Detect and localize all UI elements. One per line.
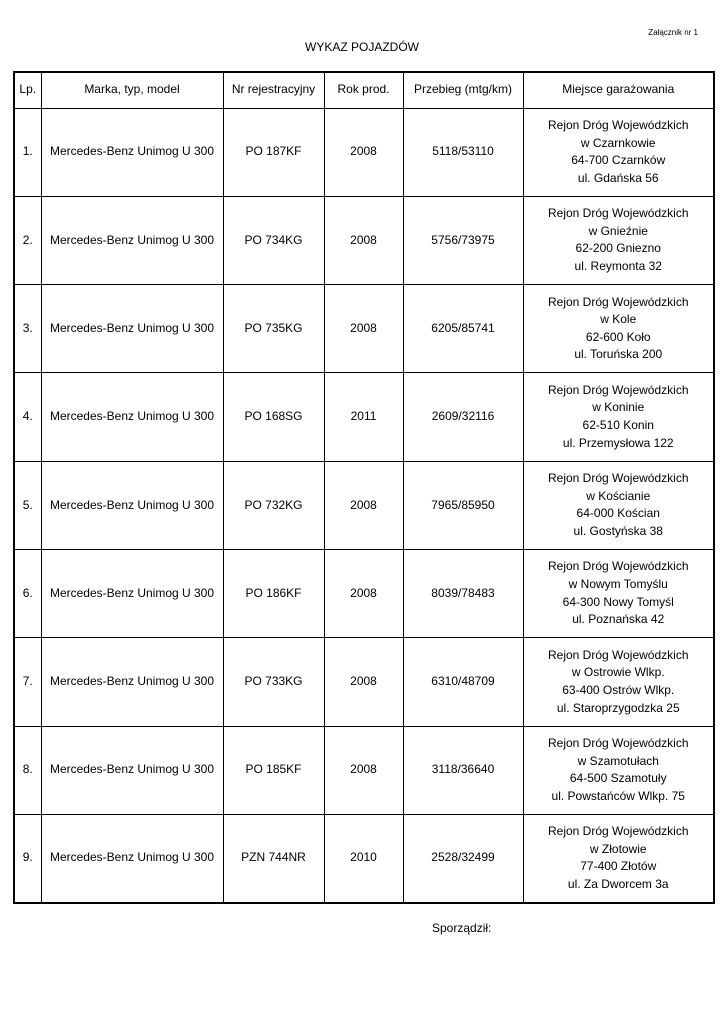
cell-lp: 6. [14, 549, 41, 637]
location-line: 62-600 Koło [585, 329, 651, 344]
cell-model: Mercedes-Benz Unimog U 300 [41, 373, 223, 461]
location-line: ul. Gdańska 56 [577, 170, 659, 185]
table-row [14, 814, 714, 902]
location-line: Rejon Dróg Wojewódzkich [547, 824, 689, 839]
cell-mileage: 3118/36640 [403, 726, 523, 814]
location-line: Rejon Dróg Wojewódzkich [547, 471, 689, 486]
cell-year: 2008 [324, 196, 403, 284]
location-line: 63-400 Ostrów Wlkp. [562, 682, 675, 697]
cell-registration: PO 168SG [223, 373, 324, 461]
location-line: ul. Poznańska 42 [572, 612, 665, 627]
location-line: 64-700 Czarnków [571, 153, 666, 168]
cell-location [523, 196, 714, 284]
cell-mileage: 5756/73975 [403, 196, 523, 284]
cell-registration: PO 735KG [223, 285, 324, 373]
table-row [14, 285, 714, 373]
location-line: ul. Przemysłowa 122 [562, 435, 674, 450]
cell-lp: 8. [14, 726, 41, 814]
cell-year: 2010 [324, 814, 403, 902]
cell-model: Mercedes-Benz Unimog U 300 [41, 285, 223, 373]
cell-location [523, 285, 714, 373]
location-line: w Czarnkowie [580, 135, 656, 150]
header-year: Rok prod. [324, 72, 403, 108]
location-line: Rejon Dróg Wojewódzkich [547, 382, 689, 397]
cell-year: 2011 [324, 373, 403, 461]
location-line: w Złotowie [589, 841, 647, 856]
cell-mileage: 6310/48709 [403, 638, 523, 726]
cell-model: Mercedes-Benz Unimog U 300 [41, 638, 223, 726]
cell-location [523, 461, 714, 549]
header-lp: Lp. [14, 72, 41, 108]
prepared-by-label: Sporządził: [432, 921, 492, 935]
cell-model: Mercedes-Benz Unimog U 300 [41, 196, 223, 284]
cell-lp: 2. [14, 196, 41, 284]
location-line: ul. Za Dworcem 3a [567, 876, 669, 891]
location-line: ul. Toruńska 200 [574, 347, 663, 362]
cell-year: 2008 [324, 726, 403, 814]
location-line: 62-510 Konin [582, 418, 654, 433]
table-row [14, 196, 714, 284]
location-line: 64-000 Kościan [576, 506, 660, 521]
cell-lp: 5. [14, 461, 41, 549]
table-row [14, 638, 714, 726]
cell-location [523, 814, 714, 902]
cell-mileage: 6205/85741 [403, 285, 523, 373]
location-line: ul. Gostyńska 38 [573, 523, 663, 538]
location-line: 62-200 Gniezno [575, 241, 661, 256]
cell-registration: PO 185KF [223, 726, 324, 814]
location-line: Rejon Dróg Wojewódzkich [547, 294, 689, 309]
location-line: 64-300 Nowy Tomyśl [562, 594, 674, 609]
location-line: 77-400 Złotów [580, 859, 657, 874]
location-line: w Kościanie [586, 488, 651, 503]
cell-registration: PZN 744NR [223, 814, 324, 902]
table-row [14, 549, 714, 637]
cell-registration: PO 187KF [223, 108, 324, 196]
cell-registration: PO 186KF [223, 549, 324, 637]
cell-year: 2008 [324, 461, 403, 549]
cell-mileage: 2609/32116 [403, 373, 523, 461]
document-title: WYKAZ POJAZDÓW [305, 40, 419, 54]
cell-lp: 1. [14, 108, 41, 196]
header-registration: Nr rejestracyjny [223, 72, 324, 108]
table-header-row [14, 72, 714, 108]
cell-year: 2008 [324, 549, 403, 637]
cell-model: Mercedes-Benz Unimog U 300 [41, 108, 223, 196]
location-line: w Kole [600, 312, 637, 327]
cell-model: Mercedes-Benz Unimog U 300 [41, 726, 223, 814]
cell-lp: 4. [14, 373, 41, 461]
table-row [14, 373, 714, 461]
location-line: w Szamotułach [577, 753, 659, 768]
cell-year: 2008 [324, 108, 403, 196]
cell-mileage: 5118/53110 [403, 108, 523, 196]
location-line: Rejon Dróg Wojewódzkich [547, 559, 689, 574]
cell-mileage: 8039/78483 [403, 549, 523, 637]
vehicle-table [13, 71, 715, 904]
cell-lp: 9. [14, 814, 41, 902]
cell-mileage: 2528/32499 [403, 814, 523, 902]
cell-year: 2008 [324, 638, 403, 726]
location-line: w Nowym Tomyślu [568, 577, 668, 592]
cell-lp: 3. [14, 285, 41, 373]
cell-location [523, 108, 714, 196]
cell-mileage: 7965/85950 [403, 461, 523, 549]
header-location: Miejsce garażowania [523, 72, 714, 108]
cell-model: Mercedes-Benz Unimog U 300 [41, 461, 223, 549]
cell-location [523, 373, 714, 461]
cell-location [523, 726, 714, 814]
location-line: Rejon Dróg Wojewódzkich [547, 736, 689, 751]
location-line: w Koninie [592, 400, 645, 415]
location-line: Rejon Dróg Wojewódzkich [547, 647, 689, 662]
cell-location [523, 549, 714, 637]
cell-year: 2008 [324, 285, 403, 373]
cell-location [523, 638, 714, 726]
location-line: Rejon Dróg Wojewódzkich [547, 206, 689, 221]
cell-model: Mercedes-Benz Unimog U 300 [41, 549, 223, 637]
header-mileage: Przebieg (mtg/km) [403, 72, 523, 108]
location-line: ul. Reymonta 32 [574, 259, 662, 274]
table-row [14, 726, 714, 814]
cell-registration: PO 734KG [223, 196, 324, 284]
location-line: ul. Staroprzygodzka 25 [556, 700, 680, 715]
cell-registration: PO 732KG [223, 461, 324, 549]
annex-label: Załącznik nr 1 [648, 28, 698, 37]
location-line: Rejon Dróg Wojewódzkich [547, 117, 689, 132]
table-row [14, 108, 714, 196]
header-model: Marka, typ, model [41, 72, 223, 108]
location-line: ul. Powstańców Wlkp. 75 [551, 788, 685, 803]
table-row [14, 461, 714, 549]
location-line: w Gnieźnie [588, 223, 648, 238]
location-line: w Ostrowie Wlkp. [571, 665, 665, 680]
cell-lp: 7. [14, 638, 41, 726]
location-line: 64-500 Szamotuły [569, 771, 667, 786]
cell-registration: PO 733KG [223, 638, 324, 726]
cell-model: Mercedes-Benz Unimog U 300 [41, 814, 223, 902]
